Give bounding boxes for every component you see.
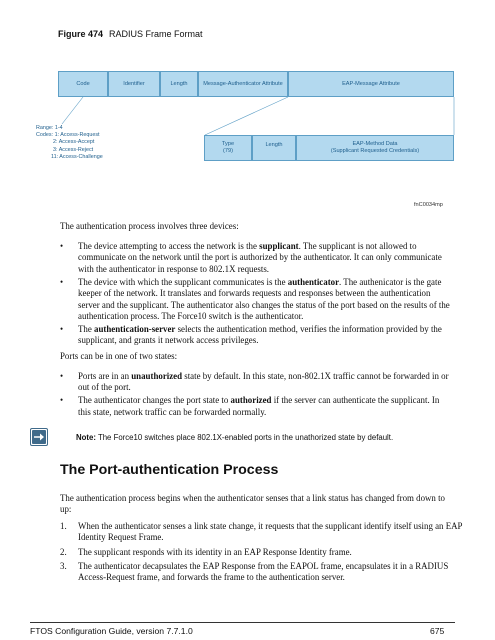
intro-paragraph: The authentication process involves three devices:: [60, 221, 239, 231]
bullet-icon: •: [60, 395, 64, 406]
section-heading: The Port-authentication Process: [60, 462, 279, 478]
list-item: • Ports are in an unauthorized state by default. In this state, non-802.1X traffic cannot be forwarded in or out of the port.: [60, 371, 449, 393]
step-number: 3.: [60, 561, 67, 571]
frame-field-eap-message: EAP-Message Attribute: [288, 71, 454, 97]
step-text: The authenticator decapsulates the EAP Response from the EAPOL frame, encapsulates it in a RADIUS Access-Request frame, and forwards the frame to the authentication server.: [78, 561, 449, 583]
frame-field-code: Code: [58, 71, 108, 97]
list-item: • The device attempting to access the network is the supplicant. The supplicant is not allowed to communicate on the network until the port is authorized by the authenticator. It can only communicate with the authenticator in response to 802.1X requests.: [60, 241, 442, 274]
codes-line-4: 11: Access-Challenge: [51, 153, 103, 160]
step-number: 1.: [60, 521, 67, 531]
eap-method-sub: (Supplicant Requested Credentials): [330, 148, 420, 154]
process-intro: The authentication process begins when the authenticator senses that a link status has changed from down to up:: [60, 493, 445, 515]
list-item: • The authentication-server selects the authentication method, verifies the information provided by the supplicant, and grants it network access privileges.: [60, 324, 442, 346]
frame-field-identifier: Identifier: [108, 71, 160, 97]
eap-field-type: [204, 135, 252, 161]
states-intro: Ports can be in one of two states:: [60, 351, 178, 361]
note-label: Note:: [76, 433, 96, 442]
devices-list: [60, 241, 452, 348]
bullet-icon: •: [60, 241, 64, 251]
step-item: [60, 561, 470, 584]
page-number: 675: [430, 626, 445, 636]
bullet-icon: •: [60, 276, 64, 287]
eap-field-length: Length: [252, 135, 296, 161]
eap-type-label: Type: [221, 141, 235, 148]
code-connector-line: [62, 97, 83, 124]
codes-legend: [36, 125, 103, 161]
step-item: [60, 547, 470, 558]
bullet-icon: •: [60, 324, 64, 335]
note-arrow-icon: [30, 428, 48, 446]
eap-method-label: EAP-Method Data: [352, 141, 398, 148]
note-text: The Force10 switches place 802.1X-enabled ports in the unathorized state by default.: [95, 433, 394, 442]
step-number: 2.: [60, 547, 67, 557]
frame-field-length: Length: [160, 71, 198, 97]
bullet-icon: •: [60, 371, 64, 381]
footer-rule: [30, 622, 455, 623]
list-item: • The device with which the supplicant communicates is the authenticator. The authenicator is the gate keeper of the network. It translates and forwards requests and responses between the authentication server and the supplicant. The authenticator also changes the status of the port based on the results of the authentication process. The Force10 switch is the authenticator.: [60, 276, 450, 322]
step-text: When the authenticator senses a link state change, it requests that the supplicant identify itself using an EAP Identity Request Frame.: [78, 521, 463, 543]
codes-line-3: 3: Access-Reject: [53, 146, 94, 153]
eap-field-method-data: [296, 135, 454, 161]
eap-type-value: (79): [223, 148, 233, 154]
codes-line-2: 2: Access-Accept: [53, 139, 95, 146]
step-text: The supplicant responds with its identity in an EAP Response Identity frame.: [78, 547, 352, 557]
states-list: [60, 371, 452, 420]
eap-connector-left: [205, 97, 288, 135]
figure-number: Figure 474: [58, 29, 104, 39]
list-item: • The authenticator changes the port state to authorized if the server can authenticate the supplicant. In this state, network traffic can be forwarded normally.: [60, 395, 440, 417]
codes-range: Range: 1-4: [36, 125, 63, 131]
step-item: [60, 521, 470, 544]
figure-title: RADIUS Frame Format: [109, 29, 203, 39]
figure-id: fnC0034mp: [414, 202, 443, 208]
eap-message-detail: [204, 135, 454, 161]
frame-field-message-authenticator: Message-Authenticator Attribute: [198, 71, 288, 97]
note: [76, 433, 393, 442]
codes-line-1: Codes: 1: Access-Request: [36, 132, 100, 139]
footer-guide: FTOS Configuration Guide, version 7.7.1.0: [30, 626, 193, 636]
